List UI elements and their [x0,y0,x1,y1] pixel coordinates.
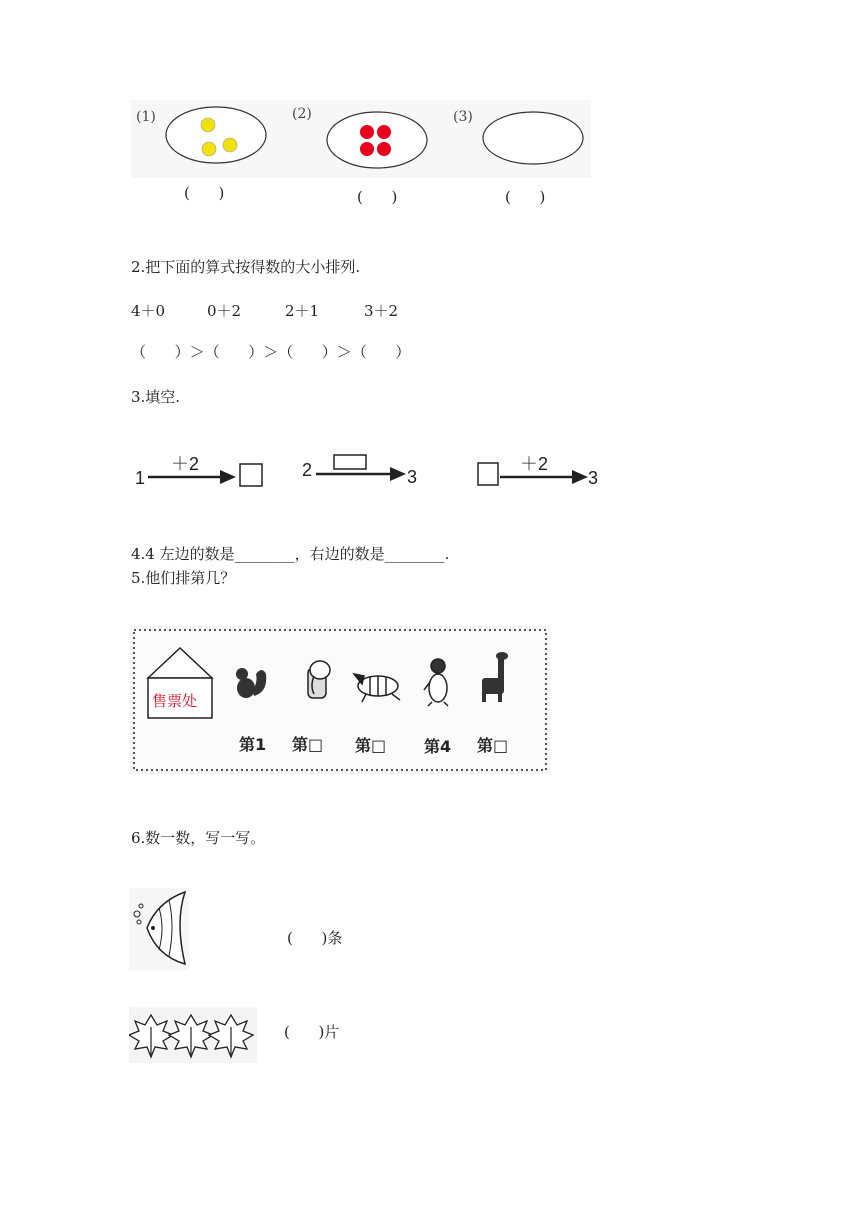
q2-expr-4: 3＋2 [364,302,399,320]
red-dot [360,125,374,139]
q3-d1-start: 1 [135,468,146,488]
q1-group-2 [327,112,427,168]
q3-d3-answer-box[interactable] [478,463,498,485]
q5-title: 5.他们排第几？ [131,569,236,587]
q1-figure [131,100,591,180]
q1-group-3 [483,112,583,164]
yellow-dot [201,118,215,132]
arrowhead-icon [572,470,588,484]
q2-title: 2.把下面的算式按得数的大小排列. [131,258,361,276]
arrowhead-icon [390,467,406,481]
q3-d2-answer-box[interactable] [334,455,366,469]
q3-d3-end: 3 [588,468,599,488]
queue-position-5[interactable]: 第□ [477,736,509,755]
fish-count-answer[interactable]: ( )条 [287,929,343,947]
q3-title: 3.填空. [131,388,181,406]
queue-position-3[interactable]: 第□ [355,736,387,755]
red-dot [360,142,374,156]
elephant-icon [308,661,330,698]
q3-d2-end: 3 [407,467,418,487]
yellow-dot [223,138,237,152]
q4-text[interactable]: 4.4 左边的数是________，右边的数是________. [131,545,450,563]
q2-expr-1: 4＋0 [131,302,166,320]
q1-label-1: (1) [136,109,156,125]
q1-label-3: (3) [453,109,473,125]
red-dot [377,125,391,139]
q1-answer-3[interactable]: ( ) [505,188,546,206]
leaf-count-answer[interactable]: ( )片 [284,1023,340,1041]
q1-label-2: (2) [292,106,312,122]
q2-expr-2: 0＋2 [207,302,242,320]
q3-diagrams [130,448,610,493]
q6-title: 6.数一数，写一写。 [131,829,266,847]
red-dot [377,142,391,156]
q3-d1-op: ＋2 [171,454,200,474]
q1-group-1 [166,107,266,163]
arrowhead-icon [220,470,236,484]
q2-expr-3: 2＋1 [285,302,320,320]
leaves-icon [129,1007,257,1063]
q1-answer-1[interactable]: ( ) [184,184,225,202]
q1-answer-2[interactable]: ( ) [357,188,398,206]
queue-position-2[interactable]: 第□ [292,735,324,754]
q3-d3-op: ＋2 [520,454,549,474]
q3-d1-answer-box[interactable] [240,464,262,486]
queue-position-1: 第1 [239,735,267,754]
fish-icon [129,888,189,970]
q3-d2-start: 2 [302,460,313,480]
ticket-booth-label: 售票处 [152,692,198,710]
q2-order-line[interactable]: （ ）＞（ ）＞（ ）＞（ ） [131,343,411,361]
yellow-dot [202,142,216,156]
queue-position-4: 第4 [424,737,452,756]
